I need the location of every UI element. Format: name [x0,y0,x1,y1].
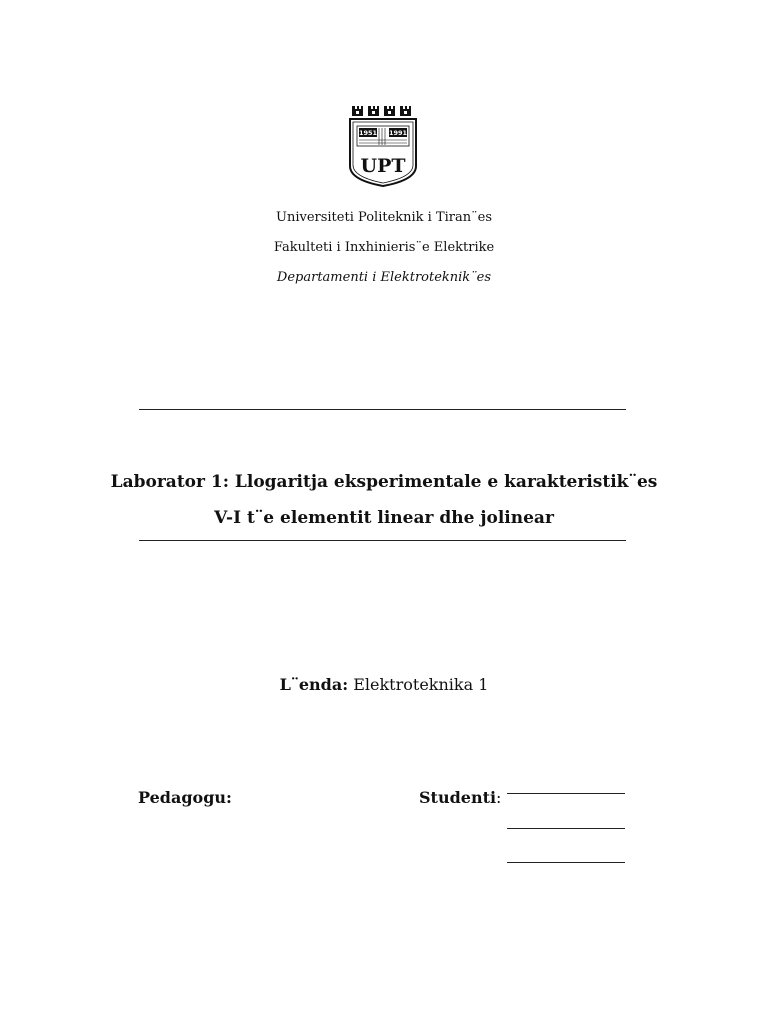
title-bottom-rule [139,540,626,541]
student-label-colon: : [496,788,502,807]
title-top-rule [139,409,626,410]
subject-label: L¨enda: [279,675,349,694]
logo-text: UPT [360,155,406,177]
student-label: Studenti [419,788,497,807]
logo-year-left: 1951 [358,129,378,137]
teacher-label: Pedagogu: [138,788,232,807]
title-line-2: V-I t¨e elementit linear dhe jolinear [214,508,554,528]
title-line-1: Laborator 1: Llogaritja eksperimentale e karakteristik¨es [110,472,658,492]
subject-line [0,675,768,695]
student-label-wrap [419,788,501,808]
upt-logo [346,106,420,188]
logo-year-right: 1991 [388,129,408,137]
subject-value: Elektroteknika 1 [353,675,489,694]
university-name: Universiteti Politeknik i Tiran¨es [275,210,493,225]
student-signature-line [507,793,625,794]
student-signature-line [507,862,625,863]
department-name: Departamenti i Elektroteknik¨es [276,270,492,285]
faculty-name: Fakulteti i Inxhinieris¨e Elektrike [273,240,495,255]
student-signature-line [507,828,625,829]
